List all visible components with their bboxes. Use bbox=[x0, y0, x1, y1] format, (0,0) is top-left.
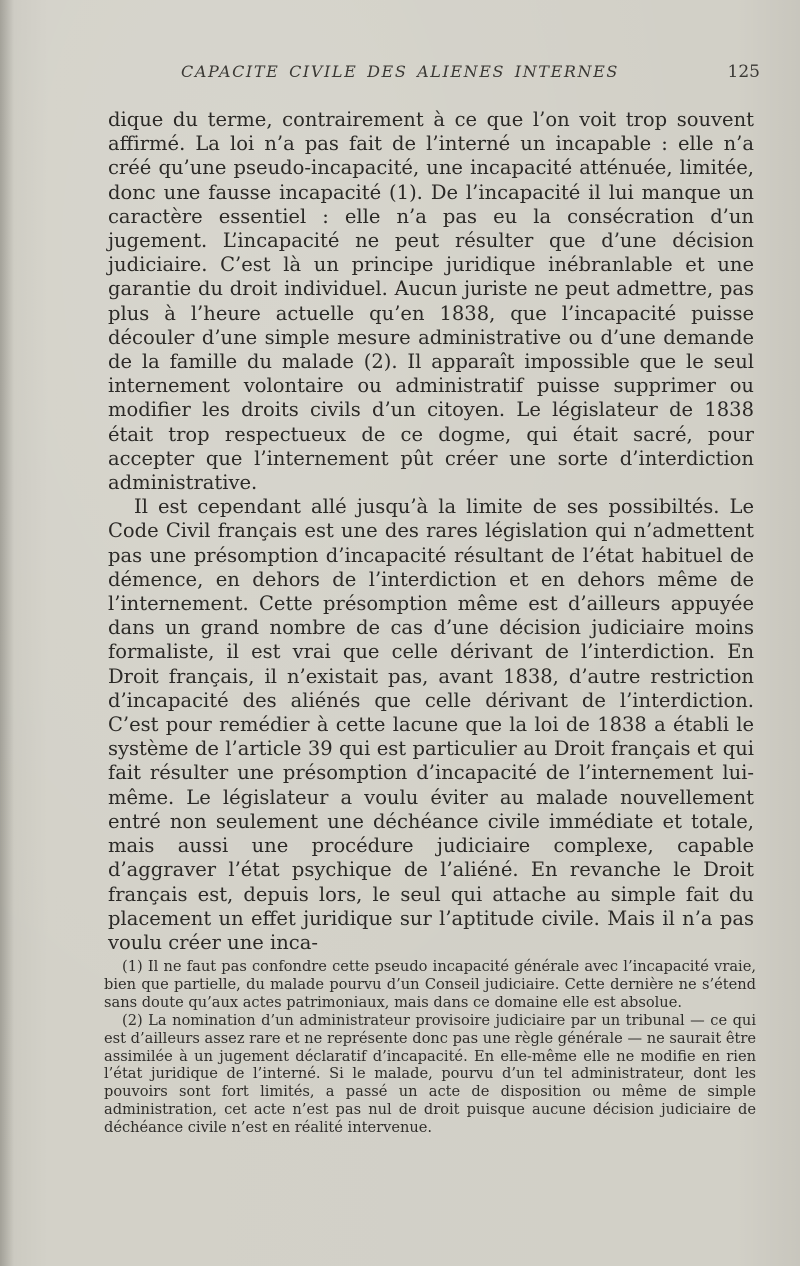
paragraph-1: dique du terme, contrairement à ce que l’on voit trop souvent affirmé. La loi n’a pas fait de l’interné un incapable : elle n’a créé qu’une pseudo-incapacité, une incapacité atténuée, limitée, donc une fausse incapacité (1). De l’incapacité il lui manque un caractère essentiel : elle n’a pas eu la consécration d’un jugement. L’incapacité ne peut résulter que d’une décision judiciaire. C’est là un principe juridique inébranlable et une garantie du droit individuel. Aucun juriste ne peut admettre, pas plus à l’heure actuelle qu’en 1838, que l’incapacité puisse découler d’une simple mesure administrative ou d’une demande de la famille du malade (2). Il apparaît impossible que le seul internement volontaire ou administratif puisse supprimer ou modifier les droits civils d’un citoyen. Le législateur de 1838 était trop respectueux de ce dogme, qui était sacré, pour accepter que l’internement pût créer une sorte d’interdiction administrative. bbox=[108, 108, 754, 495]
page-number: 125 bbox=[727, 62, 760, 82]
page-header bbox=[0, 62, 800, 88]
running-title: CAPACITE CIVILE DES ALIENES INTERNES bbox=[181, 62, 619, 81]
paragraph-2: Il est cependant allé jusqu’à la limite de ses possibiltés. Le Code Civil français est une des rares législation qui n’admettent pas une présomption d’incapacité résultant de l’état habituel de démence, en dehors de l’interdiction et en dehors même de l’internement. Cette présomption même est d’ailleurs appuyée dans un grand nombre de cas d’une décision judiciaire moins formaliste, il est vrai que celle dérivant de l’interdiction. En Droit français, il n’existait pas, avant 1838, d’autre restriction d’incapacité des aliénés que celle dérivant de l’interdiction. C’est pour remédier à cette lacune que la loi de 1838 a établi le système de l’article 39 qui est particulier au Droit français et qui fait résulter une présomption d’incapacité de l’internement lui-même. Le législateur a voulu éviter au malade nouvellement entré non seulement une déchéance civile immédiate et totale, mais aussi une procédure judiciaire complexe, capable d’aggraver l’état psychique de l’aliéné. En revanche le Droit français est, depuis lors, le seul qui attache au simple fait du placement un effet juridique sur l’aptitude civile. Mais il n’a pas voulu créer une inca- bbox=[108, 495, 754, 954]
footnotes bbox=[104, 958, 756, 1137]
footnote-2: (2) La nomination d’un administrateur provisoire judiciaire par un tribunal — ce qui est d’ailleurs assez rare et ne représente donc pas une règle générale — ne saurait être assimilée à un jugement déclaratif d’incapacité. En elle-même elle ne modifie en rien l’état juridique de l’interné. Si le malade, pourvu d’un tel administrateur, dont les pouvoirs sont fort limités, a passé un acte de disposition ou même de simple administration, cet acte n’est pas nul de droit puisque aucune décision judiciaire de déchéance civile n’est en réalité intervenue. bbox=[104, 1011, 756, 1137]
main-text bbox=[108, 108, 754, 955]
footnote-1: (1) Il ne faut pas confondre cette pseudo incapacité générale avec l’incapacité vraie, bien que partielle, du malade pourvu d’un Conseil judiciaire. Cette dernière ne s’étend sans doute qu’aux actes patrimoniaux, mais dans ce domaine elle est absolue. bbox=[104, 958, 756, 1011]
binding-gutter bbox=[0, 0, 14, 1266]
